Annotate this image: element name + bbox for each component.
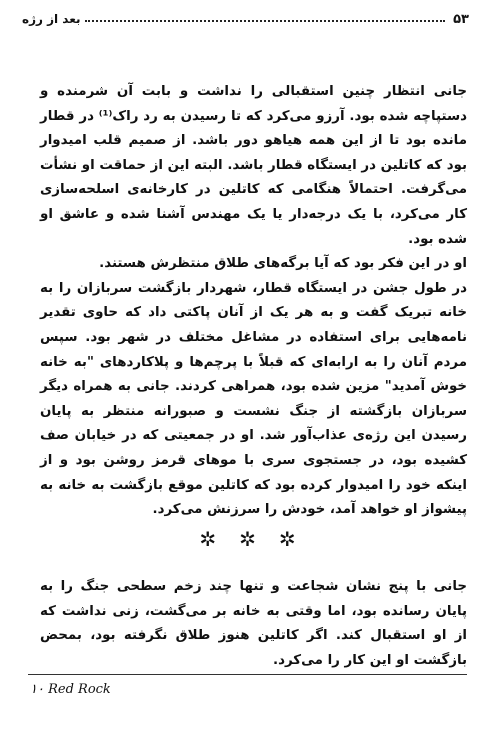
footer-label: ۱۰ Red Rock bbox=[30, 682, 111, 697]
header-dot-leader bbox=[85, 20, 446, 22]
paragraph-1: جانی انتظار چنین استقبالی را نداشت و بابت آن شرمنده و دستپاچه شده بود. آرزو می‌کرد که تا رسیدن به رد راک⁽¹⁾ در قطار مانده بود تا از این همه هیاهو دور باشد. از صمیم قلب امیدوار بود که کاتلین در ایستگاه قطار باشد. البته این از حماقت او نشأت می‌گرفت. احتمالاً هنگامی که کاتلین در کارخانه‌ی اسلحه‌سازی کار می‌کرد، با یک درجه‌دار یا یک مهندس آشنا شده و عاشق او شده بود. bbox=[40, 84, 468, 247]
closing-paragraph: جانی با پنج نشان شجاعت و تنها چند زخم سطحی جنگ را به پایان رسانده بود، اما وقتی به خانه بر می‌گشت، زنی نداشت که از او استقبال کند. اگر کاتلین هنوز طلاق نگرفته بود، بمحض بازگشت او این کار را می‌کرد. bbox=[40, 579, 467, 668]
page-number: ۵۳ bbox=[453, 11, 469, 27]
paragraph-2: او در این فکر بود که آیا برگه‌های طلاق منتظرش هستند. bbox=[99, 256, 467, 272]
paragraph-3: در طول جشن در ایستگاه قطار، شهردار بازگشت سربازان را به خانه تبریک گفت و به هر یک از آنان پاکتی داد که حاوی تقدیر نامه‌هایی برای استفاده در مشاغل مختلف در شهر بود. سپس مردم آنان را به ارابه‌ای که قبلاً با پرچم‌ها و پلاکاردهای "به خانه خوش آمدید" مزین شده بود، همراهی کردند. جانی به همراه دیگر سربازان بازگشته از جنگ نشست و صبورانه منتظر به پایان رسیدن این رژه‌ی عذاب‌آور شد. او در جمعیتی که در خیابان صف کشیده بود، در جستجوی سری با موهای قرمز روشن بود و از اینکه خود را امیدوار کرده بود که کاتلین موقع بازگشت به خانه به پیشواز او خواهد آمد، خودش را سرزنش می‌کرد. bbox=[40, 280, 467, 518]
footer-rule bbox=[28, 674, 467, 675]
running-header bbox=[22, 8, 469, 30]
section-separator: ✲ ✲ ✲ bbox=[199, 527, 304, 551]
closing-text-block bbox=[40, 575, 467, 673]
main-text-block bbox=[40, 80, 467, 523]
running-title: بعد از رژه bbox=[22, 12, 81, 26]
